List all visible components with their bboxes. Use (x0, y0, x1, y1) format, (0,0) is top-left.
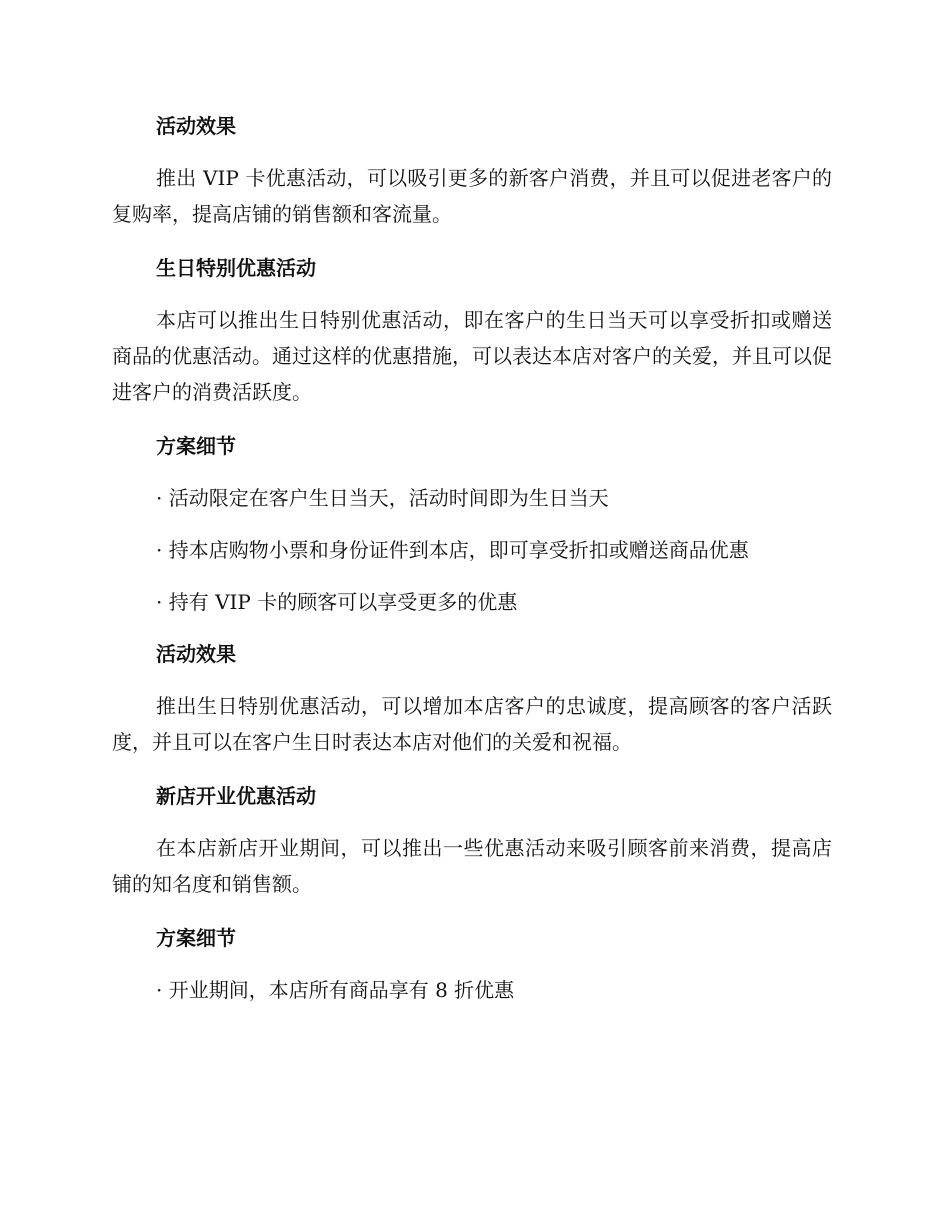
paragraph-vip-effect: 推出 VIP 卡优惠活动，可以吸引更多的新客户消费，并且可以促进老客户的复购率，提高店铺的销售额和客流量。 (112, 166, 832, 226)
paragraph-opening-intro: 在本店新店开业期间，可以推出一些优惠活动来吸引顾客前来消费，提高店铺的知名度和销售额。 (112, 836, 832, 896)
section-heading-opening: 新店开业优惠活动 (156, 784, 316, 808)
section-heading-birthday: 生日特别优惠活动 (156, 256, 316, 280)
bullet-item: · 持本店购物小票和身份证件到本店，即可享受折扣或赠送商品优惠 (156, 538, 749, 562)
bullet-item: · 开业期间，本店所有商品享有 8 折优惠 (156, 978, 515, 1002)
section-heading-effect-2: 活动效果 (156, 642, 236, 666)
bullet-item: · 持有 VIP 卡的顾客可以享受更多的优惠 (156, 590, 518, 614)
bullet-item: · 活动限定在客户生日当天，活动时间即为生日当天 (156, 486, 609, 510)
paragraph-birthday-effect: 推出生日特别优惠活动，可以增加本店客户的忠诚度，提高顾客的客户活跃度，并且可以在客户生日时表达本店对他们的关爱和祝福。 (112, 694, 832, 754)
document-page (112, 108, 832, 1008)
section-heading-details-2: 方案细节 (156, 926, 236, 950)
section-heading-details-1: 方案细节 (156, 434, 236, 458)
paragraph-birthday-intro: 本店可以推出生日特别优惠活动，即在客户的生日当天可以享受折扣或赠送商品的优惠活动。通过这样的优惠措施，可以表达本店对客户的关爱，并且可以促进客户的消费活跃度。 (112, 308, 832, 404)
section-heading-effect-1: 活动效果 (156, 114, 236, 138)
